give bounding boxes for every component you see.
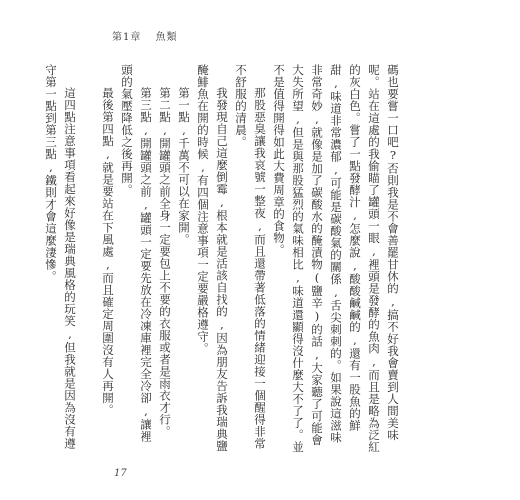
paragraph: 這四點注意事項看起來好像是瑞典風格的玩笑,但我就是因為沒有遵守第一點到第三點,鐵則才會這麼淒慘。: [44, 64, 77, 450]
chapter-label: 第1章: [112, 32, 142, 43]
paragraph: 第三點,開罐頭之前,罐頭一定要先放在冷凍庫裡完全冷卻,讓裡頭的氣壓降低之後再開。: [120, 64, 153, 443]
running-header: [112, 28, 178, 43]
paragraph-spacer: [79, 64, 98, 454]
paragraph: 第二點,開罐頭之前全身一定要包上不要的衣服或者是雨衣才行。: [158, 87, 172, 438]
paragraph: 最後第四點,就是要站在下風處,而且確定周圍沒有人再開。: [101, 87, 115, 416]
paragraph: 那股惡臭讓我哀號一整夜,而且還帶著低落的情緒迎接一個醒得非常不舒服的清晨。: [234, 64, 267, 450]
paragraph: 我發現自己這麼倒霉,根本就是活該自找的,因為朋友告訴我瑞典鹽醃鯡魚在開的時候,有四個注意事項一定要嚴格遵守。: [196, 64, 229, 452]
chapter-title: 魚類: [155, 32, 178, 43]
page-number: 17: [114, 468, 127, 479]
paragraph: 第一點,千萬不可以在家開。: [177, 87, 191, 246]
body-text: [41, 64, 402, 454]
paragraph: 碼也要嘗一口吧?否則我是不會善罷甘休的,搞不好我會賣到人間美味呢。站在這處的我偷瞄了罐頭一眼,裡頭是發酵的魚肉,而且是略為泛紅的灰白色。嘗了一點發酵汁,怎麼說,酸酸鹹鹹的,還有一股魚的鮮甜,味道非常濃郁,可能是碳酸氣的關係,舌尖刺刺的。如果說這滋味非常奇妙,就像是加了碳酸水的醃漬物(鹽辛)的話,大家聽了可能會大失所望,但是與那股猛烈的氣味相比,味道還顯得沒什麼大不了了。並不是值得開得如此大費周章的食物。: [272, 64, 400, 453]
